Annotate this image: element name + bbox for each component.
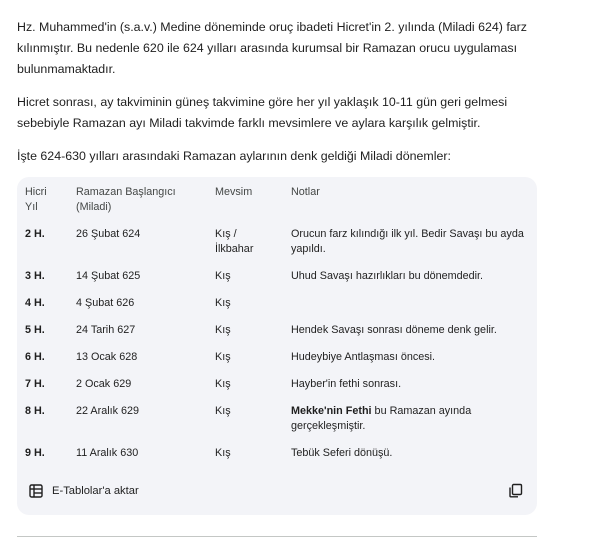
cell-note: Uhud Savaşı hazırlıkları bu dönemdedir. <box>291 270 484 282</box>
bottom-divider <box>17 536 537 537</box>
cell-note-line: Orucun farz kılındığı ilk yıl. Bedir Savaşı bu ayda <box>291 228 524 240</box>
header-ramadan-start <box>76 185 206 215</box>
copy-icon <box>508 483 523 498</box>
cell-note <box>291 404 527 434</box>
cell-note-rest: bu Ramazan ayında <box>371 405 472 417</box>
header-hijri-label: Hicri <box>25 186 47 198</box>
cell-year: 2 H. <box>25 228 45 240</box>
cell-year: 5 H. <box>25 324 45 336</box>
cell-start: 4 Şubat 626 <box>76 297 135 309</box>
cell-year: 7 H. <box>25 378 45 390</box>
header-season: Mevsim <box>215 186 253 198</box>
cell-season <box>215 227 283 257</box>
cell-season-line: Kış / <box>215 228 237 240</box>
cell-start: 2 Ocak 629 <box>76 378 132 390</box>
cell-year: 3 H. <box>25 270 45 282</box>
cell-season: Kış <box>215 378 231 390</box>
cell-season: Kış <box>215 324 231 336</box>
header-hijri-year <box>25 185 65 215</box>
cell-start: 26 Şubat 624 <box>76 228 141 240</box>
cell-season: Kış <box>215 405 231 417</box>
cell-note-bold: Mekke'nin Fethi <box>291 405 372 417</box>
cell-note: Tebük Seferi dönüşü. <box>291 447 393 459</box>
ramadan-table-card <box>17 177 537 515</box>
cell-start: 13 Ocak 628 <box>76 351 138 363</box>
cell-start: 14 Şubat 625 <box>76 270 141 282</box>
header-year-label: Yıl <box>25 201 38 213</box>
sheets-grid-icon <box>29 484 43 498</box>
cell-start: 24 Tarih 627 <box>76 324 136 336</box>
calendar-paragraph: Hicret sonrası, ay takviminin güneş takvimine göre her yıl yaklaşık 10-11 gün geri gelmesi sebebiyle Ramazan ayı Miladi takvimde farklı mevsimlere ve aylara karşılık gelmiştir. <box>17 95 508 130</box>
cell-note-line: yapıldı. <box>291 243 326 255</box>
table-intro-paragraph: İşte 624-630 yılları arasındaki Ramazan aylarının denk geldiği Miladi dönemler: <box>17 149 451 163</box>
cell-year: 9 H. <box>25 447 45 459</box>
cell-note-line: gerçekleşmiştir. <box>291 420 366 432</box>
cell-season: Kış <box>215 447 231 459</box>
cell-start: 11 Aralık 630 <box>76 447 139 459</box>
cell-note <box>291 227 527 257</box>
copy-button[interactable] <box>508 483 523 498</box>
cell-season-line: İlkbahar <box>215 243 254 255</box>
cell-season: Kış <box>215 270 231 282</box>
cell-note: Hudeybiye Antlaşması öncesi. <box>291 351 436 363</box>
cell-year: 6 H. <box>25 351 45 363</box>
cell-year: 4 H. <box>25 297 45 309</box>
export-to-sheets-button[interactable] <box>29 481 139 501</box>
cell-note-line <box>291 404 527 419</box>
intro-paragraph: Hz. Muhammed'in (s.a.v.) Medine döneminde oruç ibadeti Hicret'in 2. yılında (Miladi 624) farz kılınmıştır. Bu nedenle 620 ile 624 yılları arasında kurumsal bir Ramazan orucu uygulaması bulunmamaktadır. <box>17 20 527 76</box>
cell-start: 22 Aralık 629 <box>76 405 140 417</box>
export-label: E-Tablolar'a aktar <box>52 485 139 497</box>
cell-note: Hendek Savaşı sonrası döneme denk gelir. <box>291 324 497 336</box>
header-ramadan-start-label: Ramazan Başlangıcı <box>76 186 176 198</box>
header-gregorian-label: (Miladi) <box>76 201 112 213</box>
cell-season: Kış <box>215 351 231 363</box>
cell-note: Hayber'in fethi sonrası. <box>291 378 402 390</box>
cell-year: 8 H. <box>25 405 45 417</box>
cell-season: Kış <box>215 297 231 309</box>
header-notes: Notlar <box>291 186 320 198</box>
